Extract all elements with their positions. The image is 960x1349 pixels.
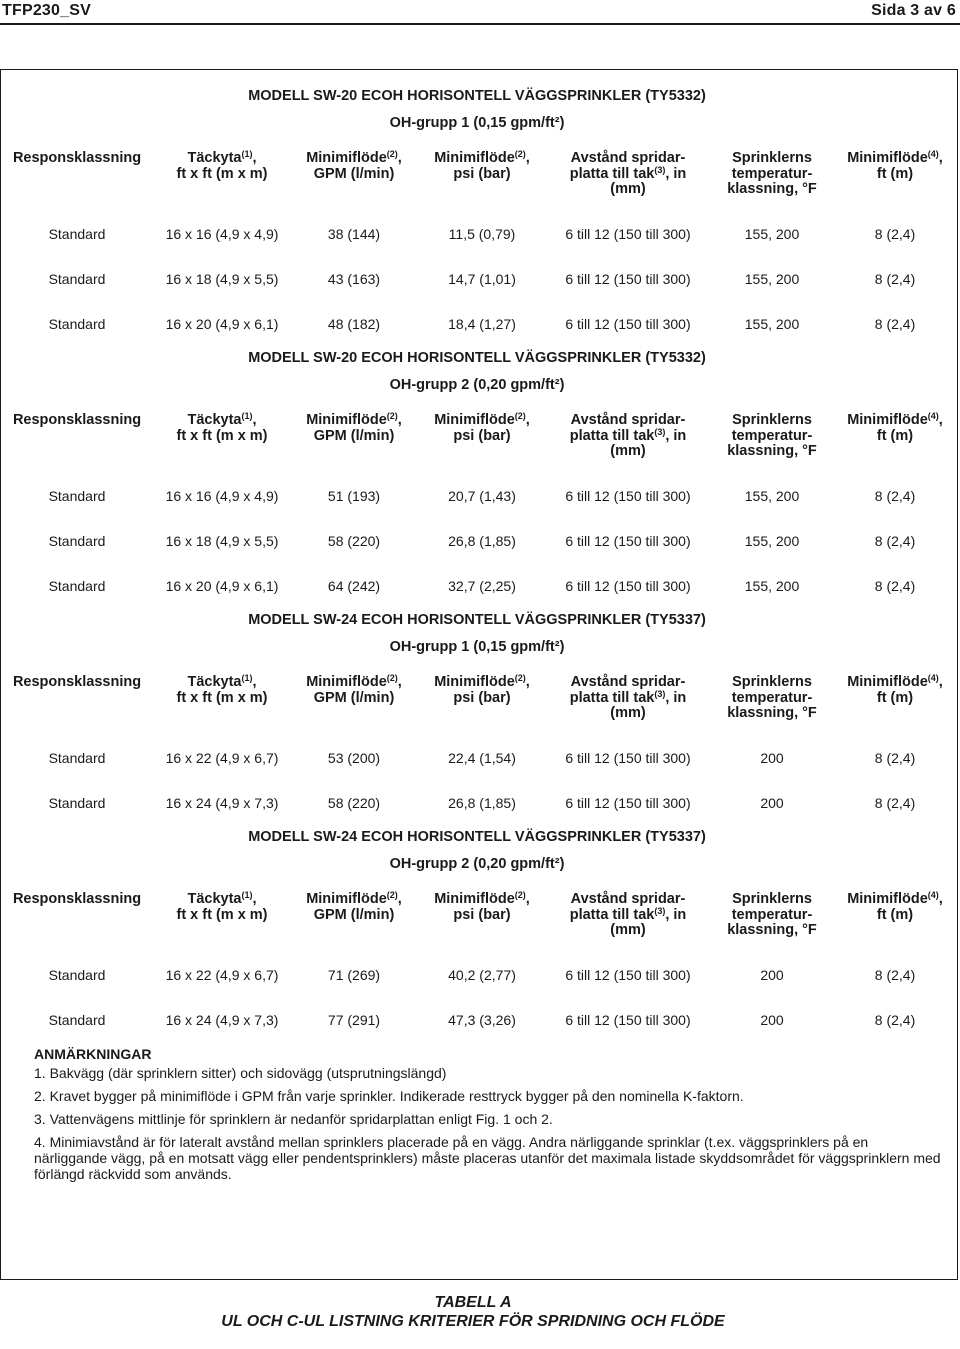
table-cell: Standard [48, 316, 106, 332]
column-header-line: Täckyta$^{(1)}$, [187, 149, 257, 166]
table-cell: 26,8 (1,85) [448, 795, 516, 811]
table-cell: 16 x 24 (4,9 x 7,3) [165, 795, 279, 811]
column-header [707, 151, 837, 198]
section-subtitle: OH-grupp 1 (0,15 gpm/ft²) [389, 115, 565, 131]
column-header-line: Sprinklerns [732, 674, 812, 690]
column-header-line: psi (bar) [453, 906, 511, 923]
section-title: MODELL SW-24 ECOH HORISONTELL VÄGGSPRINKLER (TY5337) [248, 612, 706, 628]
table-cell: 16 x 22 (4,9 x 6,7) [165, 967, 279, 983]
table-cell: 6 till 12 (150 till 300) [565, 578, 691, 594]
table-cell: 16 x 16 (4,9 x 4,9) [165, 226, 279, 242]
table-cell: Standard [48, 578, 106, 594]
table-cell: 8 (2,4) [874, 1012, 916, 1028]
column-header-line: platta till tak$^{(3)}$, in [569, 426, 687, 444]
column-header [2, 413, 152, 429]
column-header-line: Täckyta$^{(1)}$, [187, 411, 257, 428]
column-header [157, 892, 287, 923]
column-header-line: ft x ft (m x m) [176, 906, 268, 923]
column-header-line: temperatur- [731, 906, 813, 923]
column-header-line: ft x ft (m x m) [176, 689, 268, 706]
header-rule [0, 23, 960, 25]
column-header-line: GPM (l/min) [313, 165, 395, 182]
table-cell: 6 till 12 (150 till 300) [565, 750, 691, 766]
table-cell: 6 till 12 (150 till 300) [565, 967, 691, 983]
table-cell: 11,5 (0,79) [448, 226, 516, 242]
column-header-line: klassning, °F [727, 181, 817, 197]
table-cell: Standard [48, 795, 106, 811]
table-caption-label: TABELL A [434, 1294, 512, 1311]
table-cell: 8 (2,4) [874, 271, 916, 287]
column-header [707, 413, 837, 460]
column-header-line: Responsklassning [12, 891, 142, 907]
table-cell: 6 till 12 (150 till 300) [565, 488, 691, 504]
column-header [289, 151, 419, 182]
column-header [157, 151, 287, 182]
table-cell: 64 (242) [327, 578, 381, 594]
table-cell: 155, 200 [744, 578, 800, 594]
table-cell: 8 (2,4) [874, 750, 916, 766]
column-header-line: ft (m) [876, 427, 914, 444]
column-header-line: Responsklassning [12, 150, 142, 166]
column-header-line: Responsklassning [12, 674, 142, 690]
column-header-line: platta till tak$^{(3)}$, in [569, 688, 687, 706]
table-cell: 53 (200) [327, 750, 381, 766]
column-header-line: psi (bar) [453, 689, 511, 706]
column-header-line: GPM (l/min) [313, 689, 395, 706]
column-header-line: Avstånd spridar- [570, 150, 686, 166]
column-header [289, 413, 419, 444]
column-header-line: Täckyta$^{(1)}$, [187, 673, 257, 690]
column-header [417, 413, 547, 444]
table-cell: 8 (2,4) [874, 316, 916, 332]
column-header-line: psi (bar) [453, 427, 511, 444]
column-header [830, 675, 960, 706]
column-header-line: Minimiflöde$^{(4)}$, [847, 890, 943, 907]
table-cell: 51 (193) [327, 488, 381, 504]
section-subtitle: OH-grupp 1 (0,15 gpm/ft²) [389, 639, 565, 655]
table-cell: 16 x 20 (4,9 x 6,1) [165, 316, 279, 332]
column-header [157, 413, 287, 444]
column-header [417, 675, 547, 706]
table-cell: 43 (163) [327, 271, 381, 287]
table-cell: 155, 200 [744, 488, 800, 504]
section-subtitle: OH-grupp 2 (0,20 gpm/ft²) [389, 377, 565, 393]
column-header [157, 675, 287, 706]
column-header [2, 675, 152, 691]
column-header [289, 892, 419, 923]
column-header-line: temperatur- [731, 427, 813, 444]
column-header-line: Minimiflöde$^{(4)}$, [847, 673, 943, 690]
column-header-line: Sprinklerns [732, 891, 812, 907]
column-header-line: (mm) [610, 443, 646, 459]
table-cell: 6 till 12 (150 till 300) [565, 226, 691, 242]
note-item: 3. Vattenvägens mittlinje för sprinklern är nedanför spridarplattan enligt Fig. 1 och 2. [34, 1111, 553, 1127]
table-cell: 16 x 18 (4,9 x 5,5) [165, 271, 279, 287]
table-cell: 22,4 (1,54) [448, 750, 516, 766]
column-header-line: temperatur- [731, 165, 813, 182]
column-header-line: klassning, °F [727, 922, 817, 938]
column-header-line: GPM (l/min) [313, 427, 395, 444]
table-cell: 8 (2,4) [874, 488, 916, 504]
table-cell: Standard [48, 1012, 106, 1028]
column-header-line: ft (m) [876, 906, 914, 923]
column-header-line: Sprinklerns [732, 412, 812, 428]
table-cell: 48 (182) [327, 316, 381, 332]
column-header [289, 675, 419, 706]
notes-heading: ANMÄRKNINGAR [34, 1046, 152, 1062]
column-header-line: ft x ft (m x m) [176, 165, 268, 182]
column-header [2, 151, 152, 167]
column-header-line: Minimiflöde$^{(2)}$, [434, 149, 530, 166]
column-header-line: ft (m) [876, 689, 914, 706]
table-cell: 40,2 (2,77) [448, 967, 516, 983]
table-cell: 14,7 (1,01) [448, 271, 516, 287]
table-cell: Standard [48, 533, 106, 549]
table-cell: 16 x 20 (4,9 x 6,1) [165, 578, 279, 594]
table-cell: 38 (144) [327, 226, 381, 242]
table-cell: 8 (2,4) [874, 533, 916, 549]
section-subtitle: OH-grupp 2 (0,20 gpm/ft²) [389, 856, 565, 872]
table-cell: 8 (2,4) [874, 226, 916, 242]
section-title: MODELL SW-24 ECOH HORISONTELL VÄGGSPRINKLER (TY5337) [248, 829, 706, 845]
table-cell: 200 [760, 1012, 784, 1028]
column-header-line: Minimiflöde$^{(4)}$, [847, 411, 943, 428]
table-cell: 200 [760, 967, 784, 983]
note-item: 1. Bakvägg (där sprinklern sitter) och sidovägg (utsprutningslängd) [34, 1065, 447, 1081]
table-cell: 16 x 18 (4,9 x 5,5) [165, 533, 279, 549]
column-header [417, 892, 547, 923]
table-cell: 6 till 12 (150 till 300) [565, 533, 691, 549]
column-header-line: platta till tak$^{(3)}$, in [569, 164, 687, 182]
table-cell: Standard [48, 271, 106, 287]
column-header-line: Minimiflöde$^{(2)}$, [306, 149, 402, 166]
column-header-line: Avstånd spridar- [570, 674, 686, 690]
column-header [553, 892, 703, 939]
column-header-line: ft x ft (m x m) [176, 427, 268, 444]
column-header-line: Minimiflöde$^{(2)}$, [306, 411, 402, 428]
section-title: MODELL SW-20 ECOH HORISONTELL VÄGGSPRINKLER (TY5332) [248, 350, 706, 366]
column-header [2, 892, 152, 908]
column-header-line: Sprinklerns [732, 150, 812, 166]
column-header-line: Minimiflöde$^{(2)}$, [306, 890, 402, 907]
table-caption-title: UL OCH C-UL LISTNING KRITERIER FÖR SPRIDNING OCH FLÖDE [221, 1313, 725, 1330]
table-cell: 16 x 16 (4,9 x 4,9) [165, 488, 279, 504]
table-cell: 58 (220) [327, 795, 381, 811]
table-cell: 47,3 (3,26) [448, 1012, 516, 1028]
section-title: MODELL SW-20 ECOH HORISONTELL VÄGGSPRINKLER (TY5332) [248, 88, 706, 104]
table-cell: 18,4 (1,27) [448, 316, 516, 332]
table-cell: 77 (291) [327, 1012, 381, 1028]
notes-block [34, 1046, 944, 1189]
column-header-line: temperatur- [731, 689, 813, 706]
column-header-line: psi (bar) [453, 165, 511, 182]
column-header-line: Minimiflöde$^{(2)}$, [434, 673, 530, 690]
table-cell: 6 till 12 (150 till 300) [565, 271, 691, 287]
note-item: 2. Kravet bygger på minimiflöde i GPM från varje sprinkler. Indikerade resttryck bygger på den nominella K-faktorn. [34, 1088, 744, 1104]
column-header-line: platta till tak$^{(3)}$, in [569, 905, 687, 923]
column-header [553, 675, 703, 722]
table-cell: Standard [48, 750, 106, 766]
table-cell: 16 x 22 (4,9 x 6,7) [165, 750, 279, 766]
table-cell: 8 (2,4) [874, 578, 916, 594]
note-item: 4. Minimiavstånd är för lateralt avstånd mellan sprinklers placerade på en vägg. Andra närliggande sprinklar (t.ex. väggsprinklers på en närliggande vägg, på en motsatt vägg eller pendentsprinklers) måste placeras utanför det maximala listade skyddsområdet för väggsprinklern med förlängd räckvidd som används. [34, 1134, 941, 1182]
column-header-line: Avstånd spridar- [570, 891, 686, 907]
page-header [0, 0, 960, 22]
column-header-line: klassning, °F [727, 443, 817, 459]
table-cell: 200 [760, 750, 784, 766]
table-cell: 71 (269) [327, 967, 381, 983]
table-cell: 155, 200 [744, 316, 800, 332]
column-header [553, 151, 703, 198]
column-header [830, 413, 960, 444]
table-cell: Standard [48, 226, 106, 242]
column-header [707, 892, 837, 939]
column-header-line: (mm) [610, 705, 646, 721]
table-cell: 8 (2,4) [874, 967, 916, 983]
table-cell: 26,8 (1,85) [448, 533, 516, 549]
column-header-line: GPM (l/min) [313, 906, 395, 923]
table-cell: 32,7 (2,25) [448, 578, 516, 594]
table-cell: 20,7 (1,43) [448, 488, 516, 504]
column-header [553, 413, 703, 460]
column-header-line: Minimiflöde$^{(2)}$, [306, 673, 402, 690]
column-header [707, 675, 837, 722]
column-header-line: Täckyta$^{(1)}$, [187, 890, 257, 907]
column-header [417, 151, 547, 182]
table-cell: 155, 200 [744, 226, 800, 242]
column-header-line: Minimiflöde$^{(2)}$, [434, 890, 530, 907]
table-cell: 6 till 12 (150 till 300) [565, 795, 691, 811]
column-header-line: klassning, °F [727, 705, 817, 721]
table-cell: 16 x 24 (4,9 x 7,3) [165, 1012, 279, 1028]
table-cell: 6 till 12 (150 till 300) [565, 1012, 691, 1028]
column-header-line: Avstånd spridar- [570, 412, 686, 428]
table-cell: 58 (220) [327, 533, 381, 549]
table-cell: 155, 200 [744, 533, 800, 549]
table-cell: 155, 200 [744, 271, 800, 287]
document-id: TFP230_SV [2, 2, 91, 19]
column-header-line: Minimiflöde$^{(4)}$, [847, 149, 943, 166]
page-number: Sida 3 av 6 [871, 2, 956, 19]
table-cell: 200 [760, 795, 784, 811]
column-header-line: Responsklassning [12, 412, 142, 428]
table-cell: Standard [48, 488, 106, 504]
column-header [830, 892, 960, 923]
table-cell: Standard [48, 967, 106, 983]
column-header-line: Minimiflöde$^{(2)}$, [434, 411, 530, 428]
table-cell: 6 till 12 (150 till 300) [565, 316, 691, 332]
column-header [830, 151, 960, 182]
column-header-line: (mm) [610, 181, 646, 197]
column-header-line: ft (m) [876, 165, 914, 182]
column-header-line: (mm) [610, 922, 646, 938]
table-cell: 8 (2,4) [874, 795, 916, 811]
